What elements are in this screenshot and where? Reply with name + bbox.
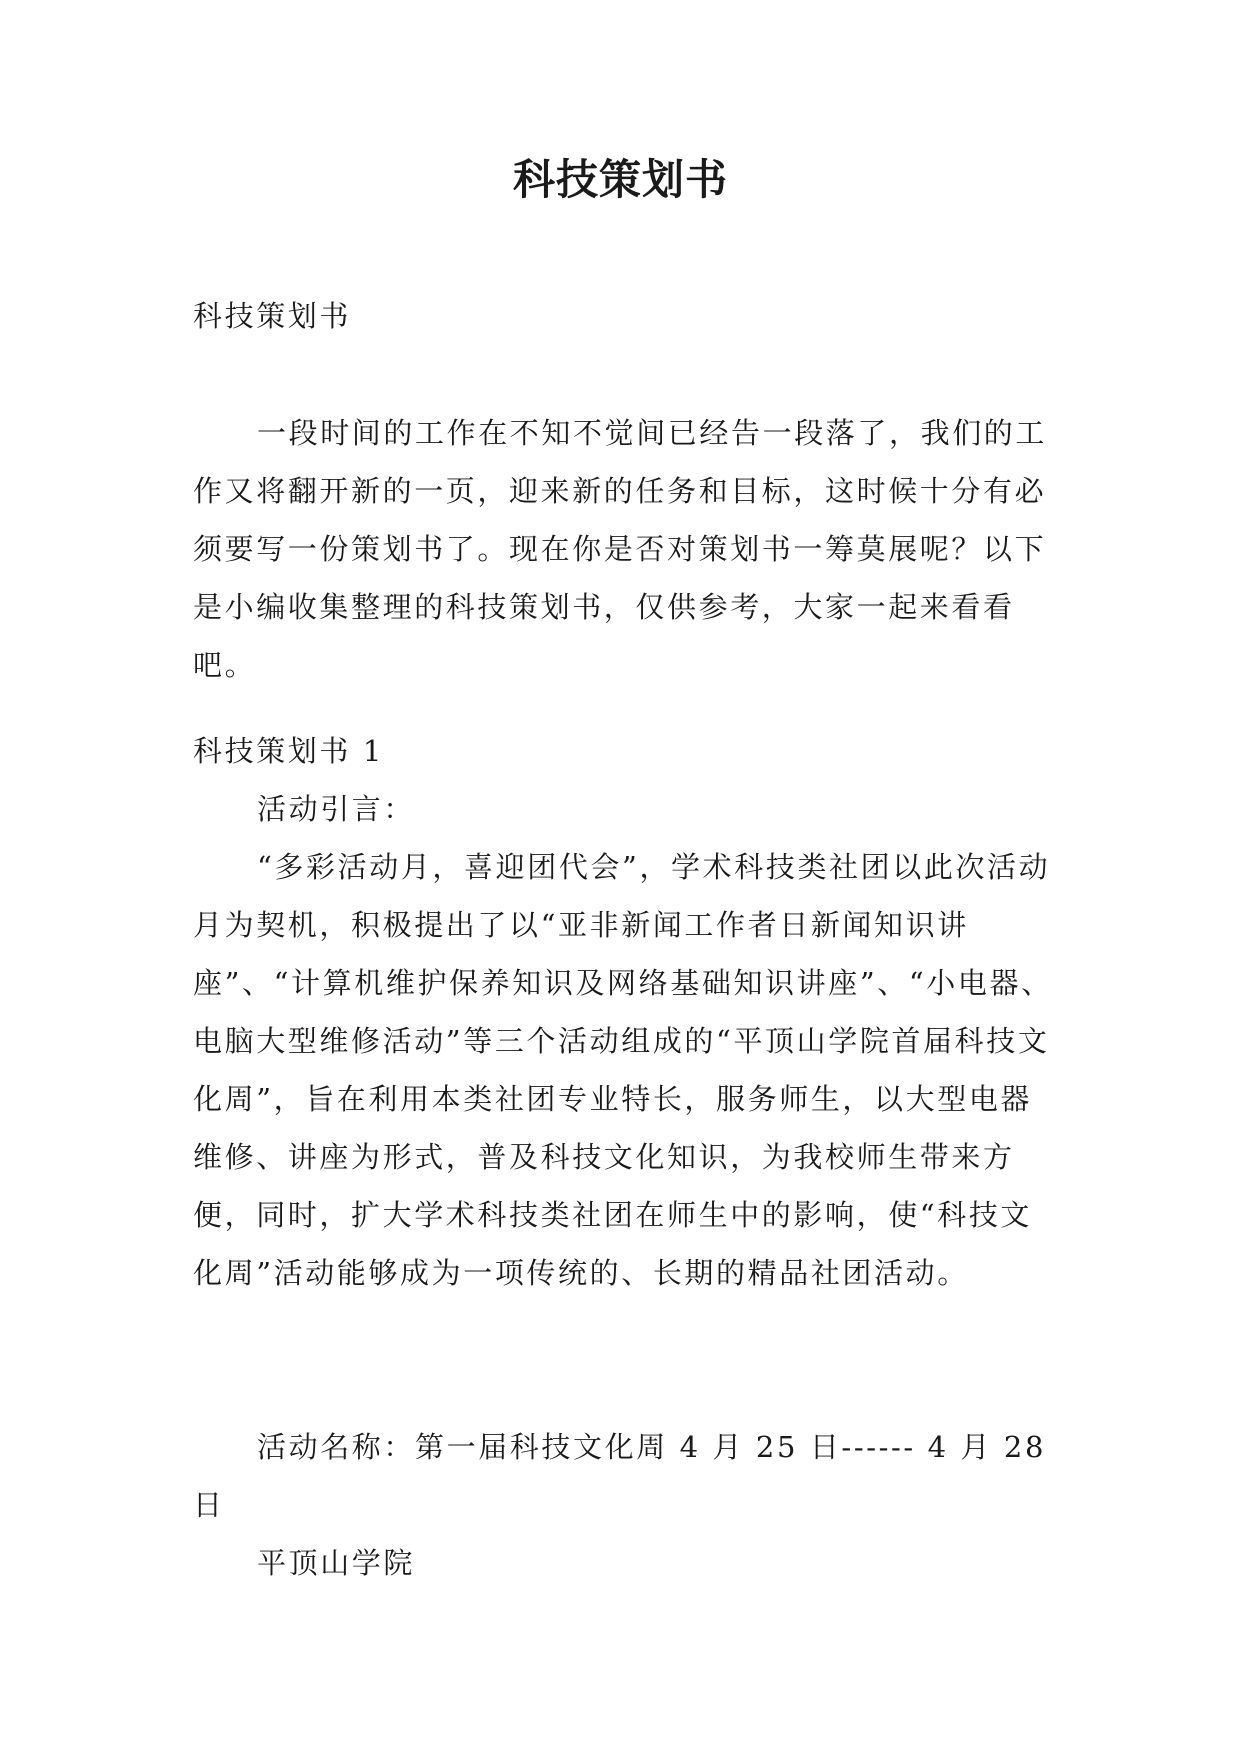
intro-paragraph: 一段时间的工作在不知不觉间已经告一段落了，我们的工作又将翻开新的一页，迎来新的任务和目标，这时候十分有必须要写一份策划书了。现在你是否对策划书一筹莫展呢？以下是小编收集整理的科技策划书，仅供参考，大家一起来看看吧。 <box>193 416 1048 682</box>
section-heading: 科技策划书 1 <box>193 734 384 768</box>
activity-name-paragraph: 活动名称：第一届科技文化周 4 月 25 日------ 4 月 28 日 <box>193 1430 1047 1522</box>
organizer-paragraph: 平顶山学院 <box>257 1546 416 1580</box>
activity-description-paragraph: “多彩活动月，喜迎团代会”，学术科技类社团以此次活动月为契机，积极提出了以“亚非新闻工作者日新闻知识讲座”、“计算机维护保养知识及网络基础知识讲座”、“小电器、电脑大型维修活动”等三个活动组成的“平顶山学院首届科技文化周”，旨在利用本类社团专业特长，服务师生，以大型电器维修、讲座为形式，普及科技文化知识，为我校师生带来方便，同时，扩大学术科技类社团在师生中的影响，使“科技文化周”活动能够成为一项传统的、长期的精品社团活动。 <box>193 850 1053 1290</box>
document-title: 科技策划书 <box>512 155 728 204</box>
document-subtitle: 科技策划书 <box>193 299 352 333</box>
activity-intro-label: 活动引言： <box>257 792 416 826</box>
